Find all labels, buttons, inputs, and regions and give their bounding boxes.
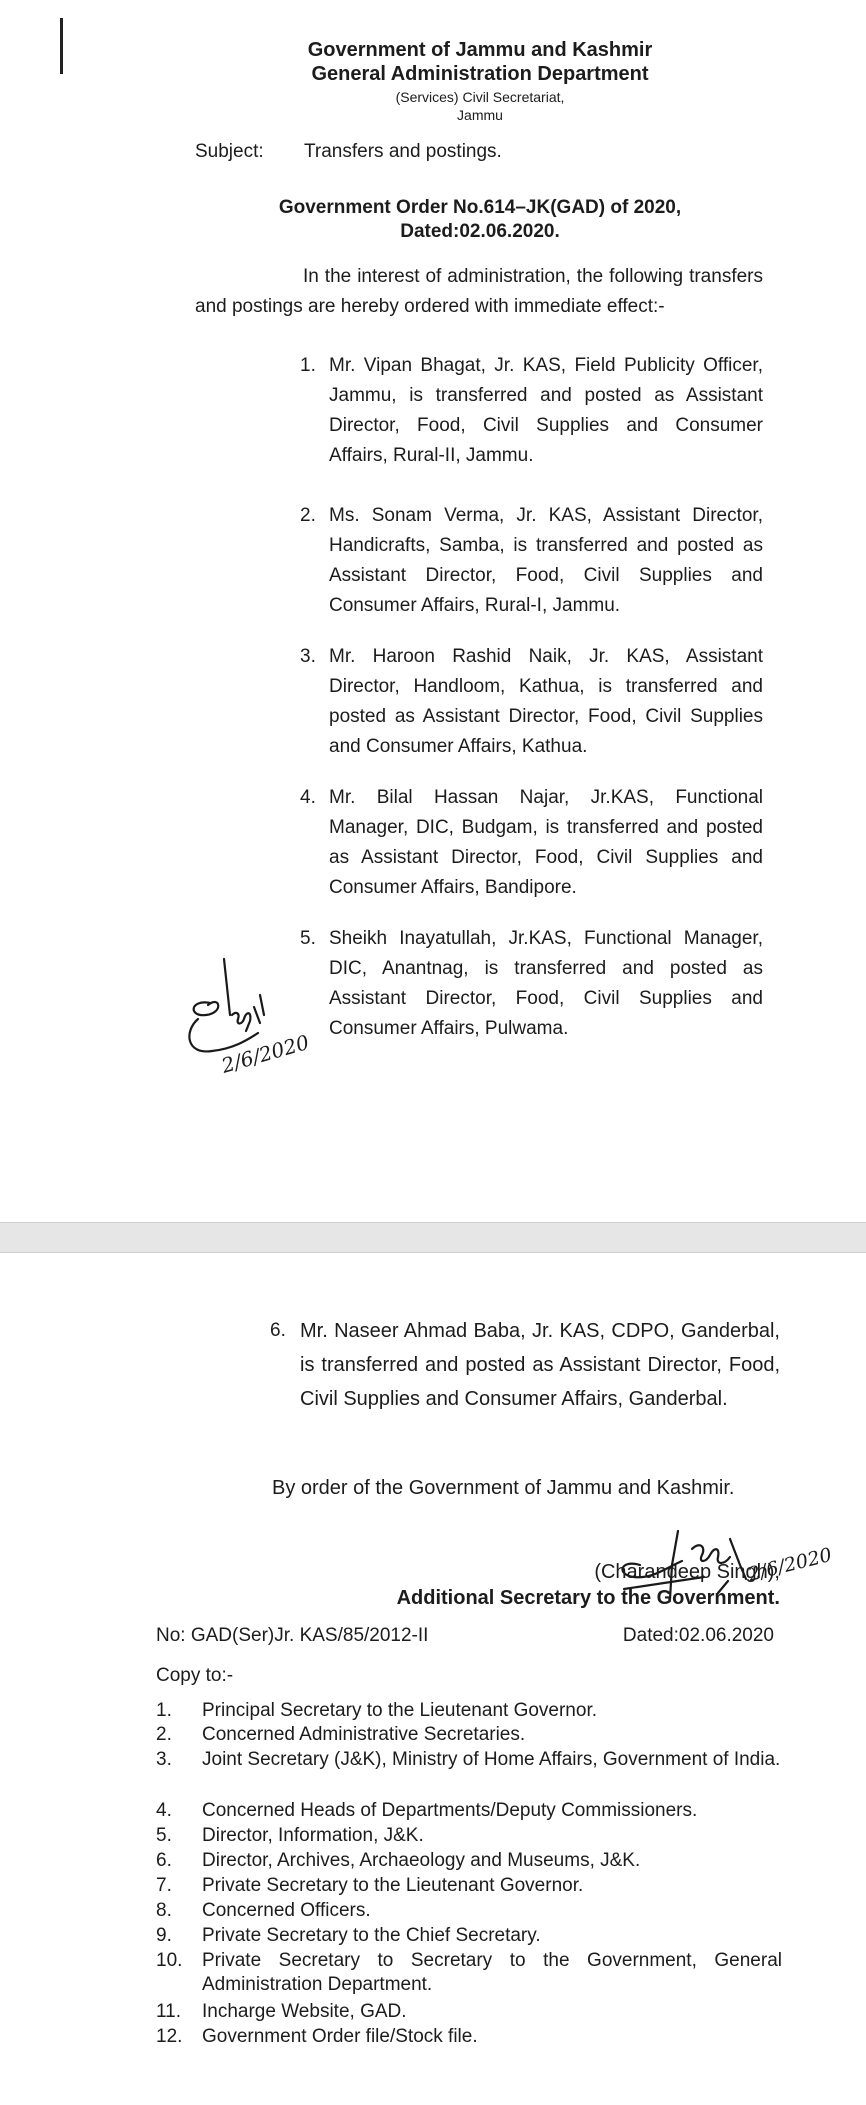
subject-text: Transfers and postings. <box>304 141 502 162</box>
posting-number: 4. <box>300 787 316 808</box>
margin-initials-signature <box>180 955 320 1090</box>
header-office: (Services) Civil Secretariat, <box>395 89 565 105</box>
posting-text: Mr. Naseer Ahmad Baba, Jr. KAS, CDPO, Ganderbal, is transferred and posted as Assistant Director, Food, Civil Supplies and Consumer Affairs, Ganderbal. <box>300 1320 780 1410</box>
signature-date: 2/6/2020 <box>745 1543 835 1586</box>
copy-to-number: 12. <box>156 2026 183 2047</box>
copy-to-number: 1. <box>156 1700 172 1721</box>
document-page-2 <box>0 1252 866 2105</box>
copy-to-number: 4. <box>156 1800 172 1821</box>
subject-label: Subject: <box>195 141 264 162</box>
posting-text: Ms. Sonam Verma, Jr. KAS, Assistant Director, Handicrafts, Samba, is transferred and posted as Assistant Director, Food, Civil Supplies and Consumer Affairs, Rural-I, Jammu. <box>329 505 763 616</box>
copy-to-text: Joint Secretary (J&K), Ministry of Home Affairs, Government of India. <box>202 1749 781 1770</box>
copy-to-number: 5. <box>156 1825 172 1846</box>
posting-text: Mr. Haroon Rashid Naik, Jr. KAS, Assistant Director, Handloom, Kathua, is transferred and posted as Assistant Director, Food, Civil Supplies and Consumer Affairs, Kathua. <box>329 646 763 757</box>
header-city: Jammu <box>457 107 503 123</box>
posting-text: Mr. Vipan Bhagat, Jr. KAS, Field Publicity Officer, Jammu, is transferred and posted as Assistant Director, Food, Civil Supplies and Consumer Affairs, Rural-II, Jammu. <box>329 355 763 466</box>
signatory-name: (Charandeep Singh), <box>594 1561 780 1583</box>
copy-to-number: 11. <box>156 2001 182 2022</box>
posting-number: 3. <box>300 646 316 667</box>
copy-to-number: 9. <box>156 1925 172 1946</box>
posting-number: 1. <box>300 355 316 376</box>
copy-to-text: Principal Secretary to the Lieutenant Governor. <box>202 1700 598 1721</box>
posting-text: Sheikh Inayatullah, Jr.KAS, Functional Manager, DIC, Anantnag, is transferred and posted as Assistant Director, Food, Civil Supplies and Consumer Affairs, Pulwama. <box>329 928 763 1039</box>
copy-to-text: Concerned Heads of Departments/Deputy Commissioners. <box>202 1800 698 1821</box>
header-government: Government of Jammu and Kashmir <box>307 39 653 61</box>
copy-to-label: Copy to:- <box>156 1665 234 1686</box>
copy-to-number: 7. <box>156 1875 172 1896</box>
reference-number: No: GAD(Ser)Jr. KAS/85/2012-II <box>156 1625 429 1646</box>
by-order-line: By order of the Government of Jammu and Kashmir. <box>272 1477 735 1499</box>
copy-to-text: Concerned Administrative Secretaries. <box>202 1724 526 1745</box>
order-date: Dated:02.06.2020. <box>400 221 560 242</box>
reference-date: Dated:02.06.2020 <box>622 1625 774 1646</box>
order-number: Government Order No.614–JK(GAD) of 2020, <box>278 197 682 218</box>
copy-to-text: Private Secretary to the Lieutenant Governor. <box>202 1875 584 1896</box>
posting-number: 2. <box>300 505 316 526</box>
intro-paragraph: In the interest of administration, the following transfers and postings are hereby ordered with immediate effect:- <box>195 266 763 317</box>
copy-to-number: 3. <box>156 1749 172 1770</box>
header-department: General Administration Department <box>311 63 649 85</box>
copy-to-text: Director, Information, J&K. <box>202 1825 424 1846</box>
copy-to-text: Private Secretary to the Chief Secretary. <box>202 1925 541 1946</box>
copy-to-text: Incharge Website, GAD. <box>202 2001 407 2022</box>
copy-to-number: 10. <box>156 1950 183 1971</box>
copy-to-text: Director, Archives, Archaeology and Museums, J&K. <box>202 1850 641 1871</box>
copy-to-number: 6. <box>156 1850 172 1871</box>
copy-to-number: 2. <box>156 1724 172 1745</box>
posting-text: Mr. Bilal Hassan Najar, Jr.KAS, Functional Manager, DIC, Budgam, is transferred and posted as Assistant Director, Food, Civil Supplies and Consumer Affairs, Bandipore. <box>329 787 763 898</box>
signatory-title: Additional Secretary to the Government. <box>396 1587 780 1609</box>
margin-initials-date: 2/6/2020 <box>218 1029 312 1078</box>
posting-number: 5. <box>300 928 316 949</box>
copy-to-text: Concerned Officers. <box>202 1900 371 1921</box>
copy-to-text: Private Secretary to Secretary to the Government, General Administration Department. <box>202 1950 782 1995</box>
copy-to-number: 8. <box>156 1900 172 1921</box>
posting-number: 6. <box>270 1320 286 1341</box>
copy-to-text: Government Order file/Stock file. <box>202 2026 478 2047</box>
